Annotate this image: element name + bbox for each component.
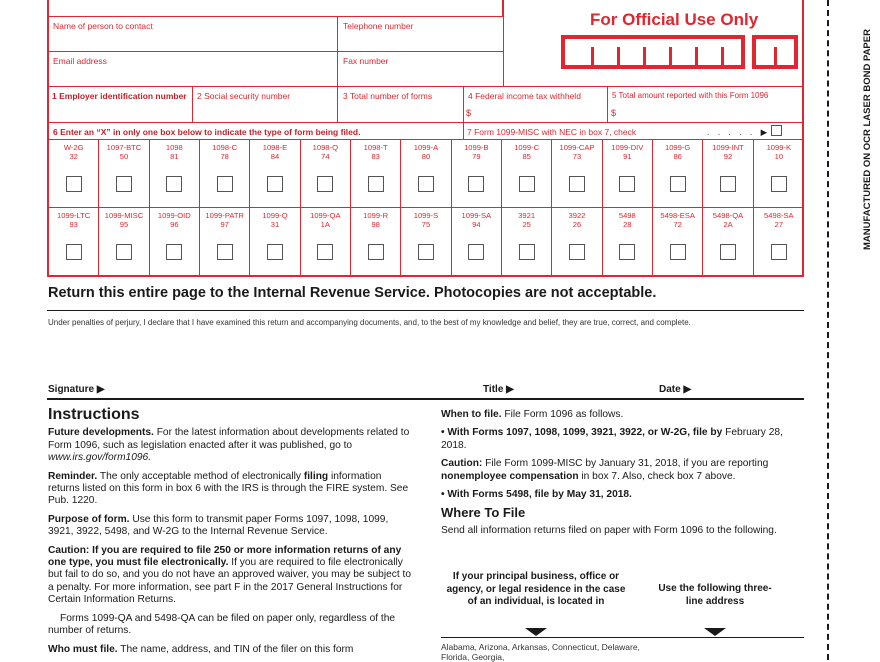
form-type-cell bbox=[200, 208, 250, 275]
form-type-code: 28 bbox=[623, 220, 632, 229]
caution-electronic: Caution: If you are required to file 250 or more information returns of any one type, you must file electronically. If you are required to file electronically but fail to do so, and you do not have an approved waiver, you may be subject to a penalty. For more information, see part F in the 2017 General Instructions for Certain Information Returns. bbox=[48, 544, 412, 606]
official-use-title: For Official Use Only bbox=[590, 10, 759, 29]
form-type-cell bbox=[301, 140, 351, 207]
form-type-name: 1099-R bbox=[363, 211, 389, 220]
box3-total-forms-label: 3 Total number of forms bbox=[343, 91, 433, 101]
ocr-block-1 bbox=[561, 35, 745, 69]
table-header-location: If your principal business, office or agency, or legal residence in the case of an individual, is located in bbox=[446, 571, 626, 607]
form-type-checkbox[interactable] bbox=[569, 244, 585, 260]
side-vertical-text bbox=[862, 0, 876, 250]
form-type-code: 85 bbox=[522, 152, 531, 161]
form-type-cell bbox=[653, 208, 703, 275]
purpose-of-form: Purpose of form. Use this form to transmit paper Forms 1097, 1098, 1099, 3921, 3922, 5498, and W-2G to the Internal Revenue Service. bbox=[48, 513, 389, 538]
form-type-cell bbox=[301, 208, 351, 275]
form-type-checkbox[interactable] bbox=[368, 176, 384, 192]
form-type-checkbox[interactable] bbox=[771, 176, 787, 192]
form-type-cell bbox=[603, 140, 653, 207]
form-type-checkbox[interactable] bbox=[66, 176, 82, 192]
form-type-checkbox[interactable] bbox=[468, 176, 484, 192]
form-type-name: 1099-SA bbox=[461, 211, 492, 220]
form-type-name: 1099-C bbox=[514, 143, 540, 152]
form-type-name: 5498-ESA bbox=[660, 211, 695, 220]
form-type-checkbox[interactable] bbox=[368, 244, 384, 260]
form-type-name: 5498 bbox=[618, 211, 636, 220]
perjury-statement: Under penalties of perjury, I declare that I have examined this return and accompanying documents, and, to the best of my knowledge and belief, they are true, correct, and complete. bbox=[48, 318, 691, 327]
form-type-name: 1099-S bbox=[413, 211, 439, 220]
box7-label: 7 Form 1099-MISC with NEC in box 7, check bbox=[467, 127, 637, 137]
form-type-name: W-2G bbox=[63, 143, 84, 152]
where-to-file-heading: Where To File bbox=[441, 505, 526, 521]
form-type-cell bbox=[552, 208, 602, 275]
form-type-cell bbox=[603, 208, 653, 275]
form-type-code: 26 bbox=[572, 220, 582, 229]
form-type-code: 32 bbox=[69, 152, 78, 161]
form-type-name: 1098-Q bbox=[312, 143, 338, 152]
form-type-code: 74 bbox=[321, 152, 330, 161]
form-type-checkbox[interactable] bbox=[468, 244, 484, 260]
form-type-code: 73 bbox=[572, 152, 582, 161]
ocr-block-2 bbox=[752, 35, 798, 69]
date-label: Date ▶ bbox=[659, 384, 692, 395]
form-type-checkbox[interactable] bbox=[670, 176, 686, 192]
form-type-cell bbox=[150, 208, 200, 275]
form-type-cell bbox=[552, 140, 602, 207]
form-type-name: 5498-SA bbox=[764, 211, 794, 220]
form-type-cell bbox=[99, 208, 149, 275]
form-type-code: 98 bbox=[371, 220, 380, 229]
form-type-name: 1099-G bbox=[664, 143, 691, 152]
down-arrow-icon bbox=[525, 628, 547, 636]
form-type-code: 84 bbox=[270, 152, 280, 161]
form-type-cell bbox=[502, 208, 552, 275]
form-type-name: 1098-T bbox=[363, 143, 388, 152]
form-type-cell bbox=[49, 140, 99, 207]
form-type-name: 1099-Q bbox=[262, 211, 288, 220]
side-text-label: MANUFACTURED ON OCR LASER BOND PAPER bbox=[862, 29, 873, 250]
form-type-cell bbox=[351, 140, 401, 207]
form-type-name: 1099-LTC bbox=[57, 211, 91, 220]
form-type-code: 27 bbox=[774, 220, 784, 229]
fax-label: Fax number bbox=[343, 56, 389, 66]
form-type-name: 1099-A bbox=[413, 143, 439, 152]
form-type-code: 75 bbox=[421, 220, 431, 229]
form-type-code: 96 bbox=[170, 220, 179, 229]
form-type-name: 1099-DIV bbox=[611, 143, 644, 152]
form-type-name: 1099-K bbox=[766, 143, 792, 152]
when-to-file: When to file. File Form 1096 as follows. bbox=[441, 409, 624, 420]
form-type-checkbox[interactable] bbox=[418, 244, 434, 260]
divider bbox=[47, 310, 804, 311]
signature-label: Signature ▶ bbox=[48, 384, 105, 395]
form-type-checkbox[interactable] bbox=[66, 244, 82, 260]
form-type-code: 94 bbox=[472, 220, 481, 229]
form-type-code: 83 bbox=[371, 152, 380, 161]
instructions-column bbox=[48, 406, 413, 662]
form-type-name: 1098-E bbox=[262, 143, 288, 152]
form-type-cell bbox=[502, 140, 552, 207]
form-type-name: 1099-OID bbox=[157, 211, 191, 220]
form-type-cell bbox=[250, 140, 300, 207]
signature-rule bbox=[47, 398, 804, 400]
form-type-checkbox[interactable] bbox=[418, 176, 434, 192]
form-type-cell bbox=[200, 140, 250, 207]
telephone-label: Telephone number bbox=[343, 21, 414, 31]
form-type-cell bbox=[703, 208, 753, 275]
form-type-checkbox[interactable] bbox=[317, 244, 333, 260]
form-type-cell bbox=[452, 208, 502, 275]
form-type-code: 50 bbox=[119, 152, 129, 161]
form-type-checkbox[interactable] bbox=[670, 244, 686, 260]
perforation-line bbox=[827, 0, 829, 660]
form-type-checkbox[interactable] bbox=[619, 176, 635, 192]
form-type-code: 86 bbox=[673, 152, 682, 161]
form-type-checkbox[interactable] bbox=[217, 244, 233, 260]
box4-dollar: $ bbox=[466, 108, 472, 118]
form-type-checkbox[interactable] bbox=[519, 244, 535, 260]
future-developments: Future developments. For the latest information about developments related to Form 1096, such as legislation enacted after it was published, go to www.irs.gov/form1096. bbox=[48, 427, 410, 464]
form-type-cell bbox=[401, 140, 451, 207]
form-type-name: 1099-INT bbox=[712, 143, 744, 152]
form-type-checkbox[interactable] bbox=[166, 244, 182, 260]
when-where-column bbox=[441, 409, 804, 543]
form-type-checkbox[interactable] bbox=[116, 244, 132, 260]
form-type-name: 1097-BTC bbox=[106, 143, 142, 152]
form-type-name: 3922 bbox=[568, 211, 586, 220]
form-type-cell bbox=[452, 140, 502, 207]
table-rule bbox=[441, 637, 804, 638]
table-header-address: Use the following three-line address bbox=[658, 583, 772, 607]
email-label: Email address bbox=[53, 56, 107, 66]
title-label: Title ▶ bbox=[483, 384, 514, 395]
form-type-checkbox[interactable] bbox=[569, 176, 585, 192]
form-type-code: 97 bbox=[220, 220, 229, 229]
bullet-1097: • With Forms 1097, 1098, 1099, 3921, 3922, or W-2G, file by February 28, 2018. bbox=[441, 427, 783, 451]
form-type-cell bbox=[49, 208, 99, 275]
form-type-checkbox[interactable] bbox=[720, 176, 736, 192]
form-type-name: 1099-QA bbox=[310, 211, 341, 220]
states-list: Alabama, Arizona, Arkansas, Connecticut, Delaware, Florida, Georgia, bbox=[441, 642, 640, 662]
form-type-code: 2A bbox=[723, 220, 733, 229]
form-type-checkbox[interactable] bbox=[317, 176, 333, 192]
form-type-code: 10 bbox=[774, 152, 784, 161]
form-type-name: 1099-MISC bbox=[104, 211, 144, 220]
box7-checkbox[interactable] bbox=[771, 125, 782, 136]
form-type-checkbox[interactable] bbox=[166, 176, 182, 192]
form-type-name: 1098-C bbox=[212, 143, 238, 152]
form-type-code: 78 bbox=[220, 152, 229, 161]
form-type-code: 25 bbox=[522, 220, 531, 229]
caution-1099-misc: Caution: File Form 1099-MISC by January 31, 2018, if you are reporting nonemployee compensation in box 7. Also, check box 7 above. bbox=[441, 458, 769, 482]
form-type-cell bbox=[351, 208, 401, 275]
form-type-checkbox[interactable] bbox=[771, 244, 787, 260]
form-type-cell bbox=[703, 140, 753, 207]
form-type-cell bbox=[754, 208, 804, 275]
form-type-checkbox[interactable] bbox=[217, 176, 233, 192]
form-type-cell bbox=[653, 140, 703, 207]
form-type-cell bbox=[754, 140, 804, 207]
form-type-cell bbox=[150, 140, 200, 207]
contact-name-label: Name of person to contact bbox=[53, 21, 153, 31]
form-type-cell bbox=[250, 208, 300, 275]
form-type-code: 31 bbox=[270, 220, 280, 229]
box1-ein-label: 1 Employer identification number bbox=[52, 91, 187, 101]
qa-note: Forms 1099-QA and 5498-QA can be filed on paper only, regardless of the number of returns. bbox=[48, 612, 396, 637]
form-type-code: 93 bbox=[69, 220, 78, 229]
form-type-checkbox[interactable] bbox=[519, 176, 535, 192]
box5-dollar: $ bbox=[611, 108, 617, 118]
down-arrow-icon bbox=[704, 628, 726, 636]
form-type-name: 1098 bbox=[165, 143, 183, 152]
bullet-5498: • With Forms 5498, file by May 31, 2018. bbox=[441, 489, 632, 501]
box7-dots: . . . . . ▶ bbox=[707, 127, 771, 137]
box2-ssn-label: 2 Social security number bbox=[197, 91, 291, 101]
form-type-code: 91 bbox=[623, 152, 632, 161]
form-type-checkbox[interactable] bbox=[267, 244, 283, 260]
form-type-cell bbox=[401, 208, 451, 275]
form-type-code: 95 bbox=[119, 220, 129, 229]
form-type-checkbox[interactable] bbox=[720, 244, 736, 260]
reminder: Reminder. The only acceptable method of electronically filing information returns listed on this form in box 6 with the IRS is through the FIRE system. See Pub. 1220. bbox=[48, 470, 409, 507]
form-type-checkbox[interactable] bbox=[619, 244, 635, 260]
form-type-code: 80 bbox=[421, 152, 431, 161]
form-type-code: 79 bbox=[472, 152, 481, 161]
form-type-checkbox[interactable] bbox=[267, 176, 283, 192]
form-type-code: 72 bbox=[673, 220, 682, 229]
form-type-name: 3921 bbox=[518, 211, 536, 220]
who-must-file: Who must file. The name, address, and TIN of the filer on this form bbox=[48, 643, 354, 655]
form-type-code: 81 bbox=[170, 152, 179, 161]
form-type-name: 1099-PATR bbox=[205, 211, 244, 220]
box5-total-amount-label: 5 Total amount reported with this Form 1096 bbox=[612, 91, 769, 100]
return-statement: Return this entire page to the Internal Revenue Service. Photocopies are not acceptable. bbox=[48, 285, 657, 301]
instructions-heading: Instructions bbox=[48, 406, 140, 423]
form-type-cell bbox=[99, 140, 149, 207]
form-type-code: 1A bbox=[320, 220, 330, 229]
form-type-name: 5498-QA bbox=[712, 211, 744, 220]
box6-instruction: 6 Enter an “X” in only one box below to indicate the type of form being filed. bbox=[53, 127, 361, 137]
box4-withheld-label: 4 Federal income tax withheld bbox=[468, 91, 581, 101]
form-type-code: 92 bbox=[723, 152, 733, 161]
form-type-name: 1099-CAP bbox=[559, 143, 595, 152]
where-to-file-text: Send all information returns filed on paper with Form 1096 to the following. bbox=[441, 524, 777, 536]
form-type-name: 1099-B bbox=[464, 143, 489, 152]
form-type-checkbox[interactable] bbox=[116, 176, 132, 192]
